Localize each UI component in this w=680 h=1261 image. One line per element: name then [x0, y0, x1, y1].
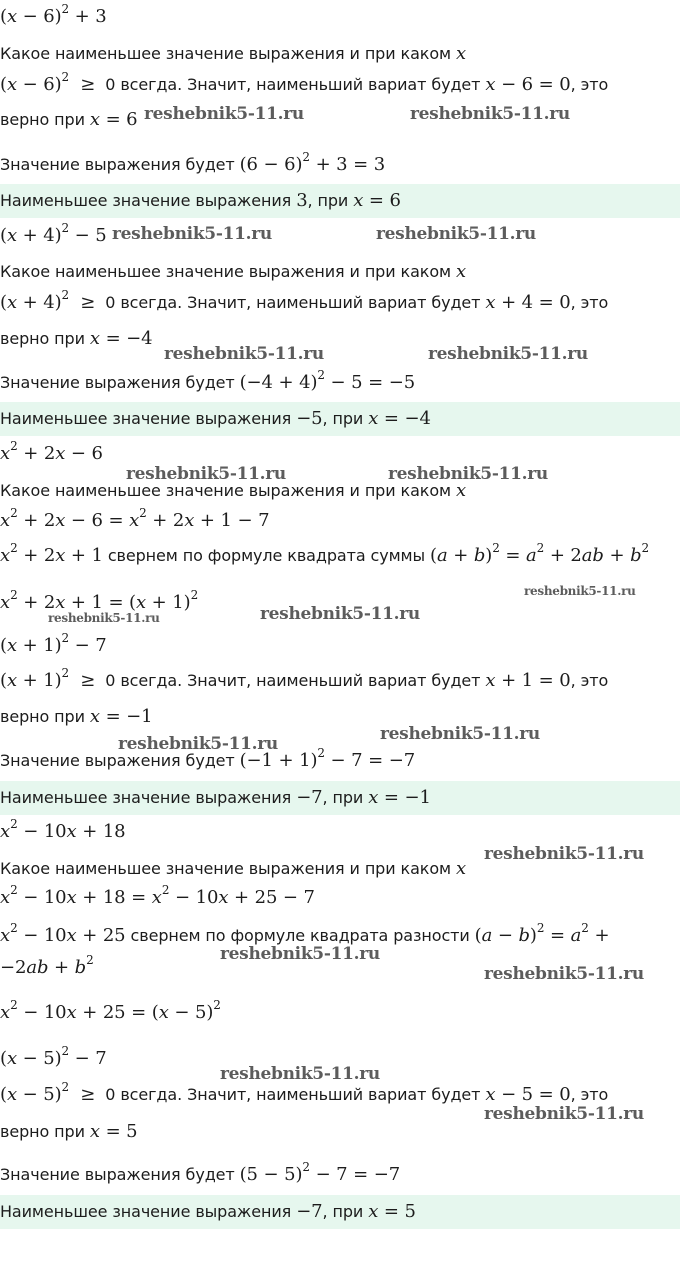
expression-4: $x^2 - 10x + 18$: [0, 817, 126, 842]
answer-box-3: Наименьшее значение выражения −7, при x = −1: [0, 781, 680, 815]
watermark: reshebnik5-11.ru: [220, 1064, 380, 1084]
reasoning-line-1: $(x - 6)^2 \ge 0$ всегда. Значит, наименьший вариат будет x − 6 = 0, это: [0, 70, 609, 95]
step-line-3c: $x^2 + 2x + 1 = (x + 1)^2$: [0, 588, 199, 613]
answer-box-4: Наименьшее значение выражения −7, при x = 5: [0, 1195, 680, 1229]
watermark: reshebnik5-11.ru: [144, 104, 304, 124]
step-line-4b: $x^2 - 10x + 25$ свернем по формуле квадрата разности $(a - b)^2 = a^2$ +: [0, 921, 610, 946]
question-line-4: Какое наименьшее значение выражения и при каком x: [0, 858, 467, 879]
watermark: reshebnik5-11.ru: [428, 344, 588, 364]
step-line-4c: $-2ab + b^2$: [0, 953, 94, 978]
true-at-line-2: верно при x = −4: [0, 328, 153, 349]
watermark: reshebnik5-11.ru: [112, 224, 272, 244]
true-at-line-4: верно при x = 5: [0, 1121, 138, 1142]
watermark: reshebnik5-11.ru: [126, 464, 286, 484]
expression-2: $(x + 4)^2 - 5$: [0, 221, 107, 246]
reasoning-line-3: $(x + 1)^2 \ge 0$ всегда. Значит, наименьший вариат будет x + 1 = 0, это: [0, 666, 609, 691]
watermark: reshebnik5-11.ru: [524, 584, 636, 598]
expression-1: $(x - 6)^2 + 3$: [0, 2, 107, 27]
value-line-4: Значение выражения будет $(5 - 5)^2 - 7 = -7$: [0, 1160, 401, 1185]
watermark: reshebnik5-11.ru: [484, 1104, 644, 1124]
true-at-line-1: верно при x = 6: [0, 109, 138, 130]
watermark: reshebnik5-11.ru: [484, 844, 644, 864]
step-line-3a: $x^2 + 2x - 6 = x^2 + 2x + 1 - 7$: [0, 506, 270, 531]
value-line-3: Значение выражения будет $(-1 + 1)^2 - 7 = -7$: [0, 746, 416, 771]
true-at-line-3: верно при x = −1: [0, 706, 153, 727]
watermark: reshebnik5-11.ru: [388, 464, 548, 484]
value-line-1: Значение выражения будет $(6 - 6)^2 + 3 = 3$: [0, 150, 386, 175]
step-line-3b: $x^2 + 2x + 1$ свернем по формуле квадрата суммы $(a + b)^2 = a^2 + 2ab + b^2$: [0, 541, 650, 566]
watermark: reshebnik5-11.ru: [410, 104, 570, 124]
reasoning-line-4: $(x - 5)^2 \ge 0$ всегда. Значит, наименьший вариат будет x − 5 = 0, это: [0, 1080, 609, 1105]
watermark: reshebnik5-11.ru: [48, 611, 160, 625]
watermark: reshebnik5-11.ru: [380, 724, 540, 744]
watermark: reshebnik5-11.ru: [118, 734, 278, 754]
expression-3: $x^2 + 2x - 6$: [0, 439, 103, 464]
question-line-1: Какое наименьшее значение выражения и при каком x: [0, 43, 467, 64]
value-line-2: Значение выражения будет $(-4 + 4)^2 - 5 = -5$: [0, 368, 416, 393]
question-line-3: Какое наименьшее значение выражения и при каком x: [0, 480, 467, 501]
step-line-3d: $(x + 1)^2 - 7$: [0, 631, 107, 656]
answer-box-1: Наименьшее значение выражения 3, при x = 6: [0, 184, 680, 218]
question-line-2: Какое наименьшее значение выражения и при каком x: [0, 261, 467, 282]
watermark: reshebnik5-11.ru: [260, 604, 420, 624]
step-line-4a: $x^2 - 10x + 18 = x^2 - 10x + 25 - 7$: [0, 883, 315, 908]
step-line-4e: $(x - 5)^2 - 7$: [0, 1044, 107, 1069]
watermark: reshebnik5-11.ru: [220, 944, 380, 964]
watermark: reshebnik5-11.ru: [484, 964, 644, 984]
watermark: reshebnik5-11.ru: [376, 224, 536, 244]
watermark: reshebnik5-11.ru: [164, 344, 324, 364]
answer-box-2: Наименьшее значение выражения −5, при x = −4: [0, 402, 680, 436]
reasoning-line-2: $(x + 4)^2 \ge 0$ всегда. Значит, наименьший вариат будет x + 4 = 0, это: [0, 288, 609, 313]
step-line-4d: $x^2 - 10x + 25 = (x - 5)^2$: [0, 998, 221, 1023]
